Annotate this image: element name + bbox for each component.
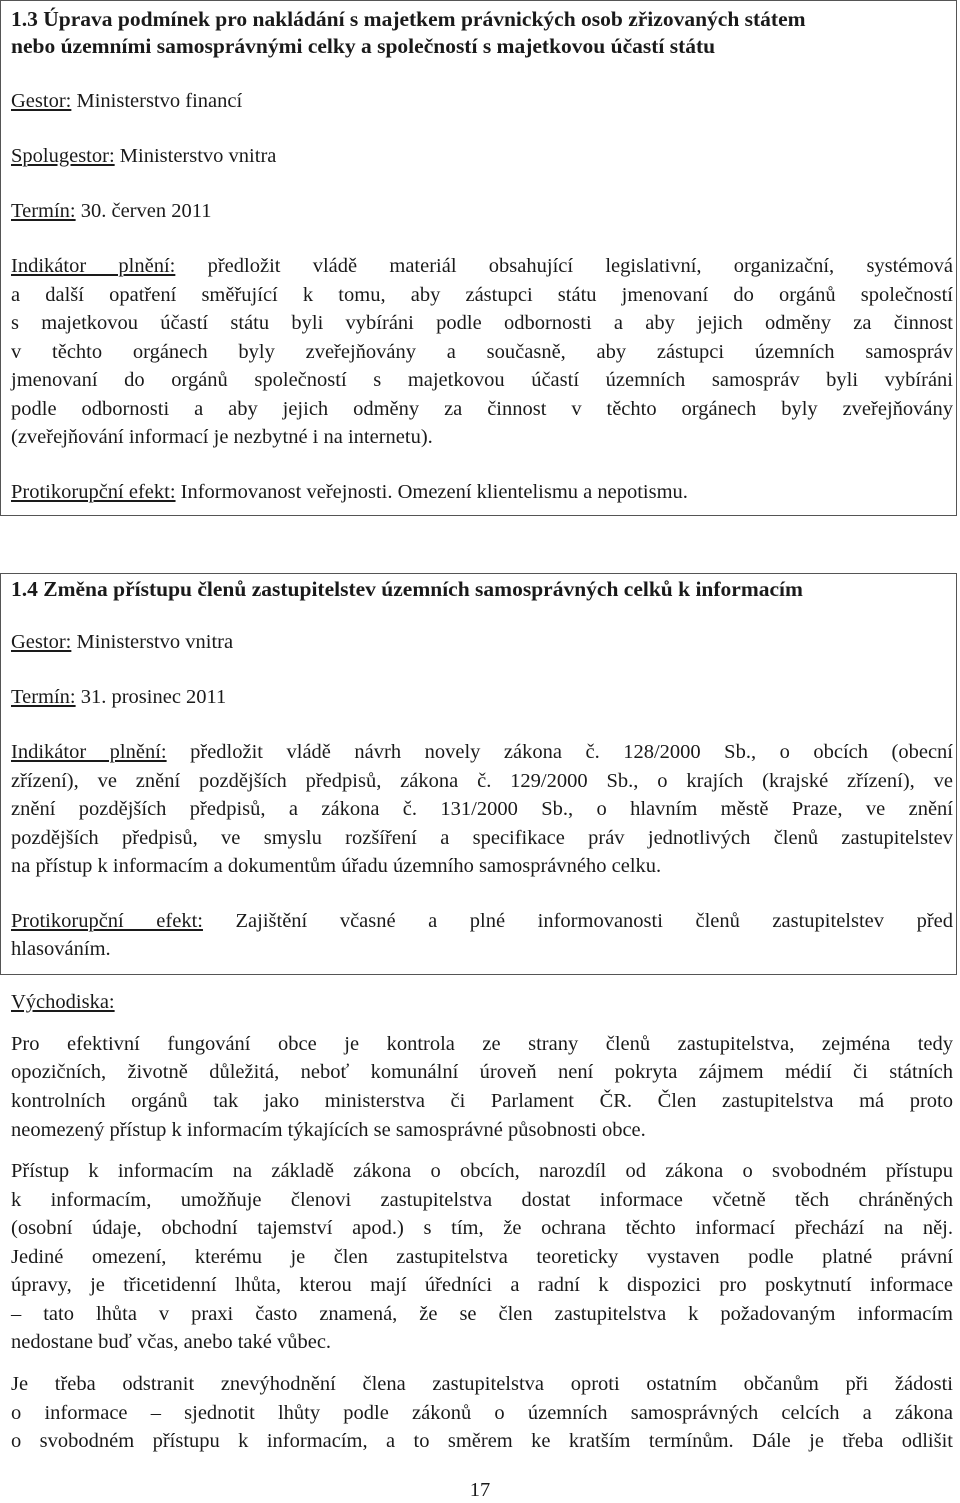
- termin-label: Termín:: [11, 200, 76, 222]
- spolugestor-label: Spolugestor:: [11, 145, 115, 167]
- gestor-label: Gestor:: [11, 90, 72, 112]
- efekt-value: Informovanost veřejnosti. Omezení klientelismu a nepotismu.: [175, 481, 688, 503]
- para1-line-3: kontrolních orgánů tak jako ministerstva či Parlament ČR. Člen zastupitelstva má proto: [11, 1090, 953, 1112]
- indikator2-line-5: na přístup k informacím a dokumentům úřadu územního samosprávného celku.: [11, 855, 662, 877]
- termin-value: 30. červen 2011: [75, 200, 212, 222]
- termin-value-2: 31. prosinec 2011: [75, 686, 227, 708]
- gestor-label-2: Gestor:: [11, 631, 72, 653]
- para2-line-3: (osobní údaje, obchodní tajemství apod.) s tím, že ochrana těchto informací přechází na něj.: [11, 1217, 953, 1239]
- indikator2-text: předložit vládě návrh novely zákona č. 128/2000 Sb., o obcích (obecní: [166, 741, 953, 763]
- indikator2-line-3: znění pozdějších předpisů, a zákona č. 131/2000 Sb., o hlavním městě Praze, ve znění: [11, 798, 953, 820]
- para2-line-7: nedostane buď včas, anebo také vůbec.: [11, 1331, 332, 1353]
- para1-line-1: Pro efektivní fungování obce je kontrola ze strany členů zastupitelstva, zejména tedy: [11, 1033, 953, 1055]
- efekt2-text: Zajištění včasné a plné informovanosti členů zastupitelstev před: [202, 910, 953, 932]
- indikator-label-2: Indikátor plnění:: [11, 741, 167, 763]
- para3-line-3: o svobodném přístupu k informacím, a to směrem ke kratším termínům. Dále je třeba odlišit: [11, 1430, 953, 1452]
- gestor-value: Ministerstvo financí: [71, 90, 243, 112]
- page-number: 17: [469, 1479, 491, 1501]
- spolugestor-row: [11, 142, 953, 170]
- gestor-row-2: [11, 628, 953, 656]
- gestor-row: [11, 87, 953, 115]
- indikator-line-4: v těchto orgánech byly zveřejňovány a současně, aby zástupci územních samospráv: [11, 341, 953, 363]
- termin-row-2: [11, 683, 953, 711]
- section-1-4-title: 1.4 Změna přístupu členů zastupitelstev územních samosprávných celků k informacím: [11, 577, 803, 601]
- para2-line-1: Přístup k informacím na základě zákona o obcích, narozdíl od zákona o svobodném přístupu: [11, 1160, 953, 1182]
- efekt-row: [11, 478, 953, 506]
- section-1-3-title-line1: 1.3 Úprava podmínek pro nakládání s majetkem právnických osob zřizovaných státem: [11, 7, 806, 31]
- gestor-value-2: Ministerstvo vnitra: [71, 631, 234, 653]
- indikator-line-3: s majetkovou účastí státu byli vybíráni podle odbornosti a aby jejich odměny za činnost: [11, 312, 953, 334]
- termin-label-2: Termín:: [11, 686, 76, 708]
- para2-line-2: k informacím, umožňuje členovi zastupitelstva dostat informace včetně těch chráněných: [11, 1189, 953, 1211]
- indikator2-line-1: [11, 738, 953, 766]
- indikator2-line-4: pozdějších předpisů, ve smyslu rozšíření a specifikace práv jednotlivých členů zastupitelstev: [11, 827, 953, 849]
- para2-line-5: úpravy, je třicetidenní lhůta, kterou mají úředníci a radní k dispozici pro poskytnutí informace: [11, 1274, 953, 1296]
- indikator-text: předložit vládě materiál obsahující legislativní, organizační, systémová: [175, 255, 953, 277]
- indikator2-line-2: zřízení), ve znění pozdějších předpisů, zákona č. 129/2000 Sb., o krajích (krajské zřízení), ve: [11, 770, 953, 792]
- para1-line-2: opozičních, životně důležitá, neboť komunální úroveň není pokryta zájmem médií či státních: [11, 1061, 953, 1083]
- vychodiska-heading: [11, 988, 953, 1016]
- efekt-label-2: Protikorupční efekt:: [11, 910, 203, 932]
- indikator-line-5: jmenovaní do orgánů společností s majetkovou účastí územních samospráv byli vybíráni: [11, 369, 953, 391]
- indikator-line-6: podle odbornosti a aby jejich odměny za činnost v těchto orgánech byly zveřejňovány: [11, 398, 953, 420]
- section-1-3-title-line2: nebo územními samosprávnými celky a společností s majetkovou účastí státu: [11, 34, 716, 58]
- indikator-line-7: (zveřejňování informací je nezbytné i na internetu).: [11, 426, 433, 448]
- para3-line-2: o informace – sjednotit lhůty podle zákonů o územních samosprávných celcích a zákona: [11, 1402, 953, 1424]
- vychodiska-label: Východiska:: [11, 991, 115, 1013]
- efekt2-line-2: hlasováním.: [11, 938, 111, 960]
- efekt2-line-1: [11, 907, 953, 935]
- para1-line-4: neomezený přístup k informacím týkajících se samosprávné působnosti obce.: [11, 1119, 646, 1141]
- para2-line-4: Jediné omezení, kterému je člen zastupitelstva teoreticky vystaven podle platné právní: [11, 1246, 953, 1268]
- para2-line-6: – tato lhůta v praxi často znamená, že se člen zastupitelstva k požadovaným informacím: [11, 1303, 953, 1325]
- para3-line-1: Je třeba odstranit znevýhodnění člena zastupitelstva oproti ostatním občanům při žádosti: [11, 1373, 953, 1395]
- indikator-label: Indikátor plnění:: [11, 255, 176, 277]
- indikator-line-1: [11, 252, 953, 280]
- spolugestor-value: Ministerstvo vnitra: [114, 145, 277, 167]
- termin-row: [11, 197, 953, 225]
- indikator-line-2: a další opatření směřující k tomu, aby zástupci státu jmenovaní do orgánů společností: [11, 284, 953, 306]
- efekt-label: Protikorupční efekt:: [11, 481, 176, 503]
